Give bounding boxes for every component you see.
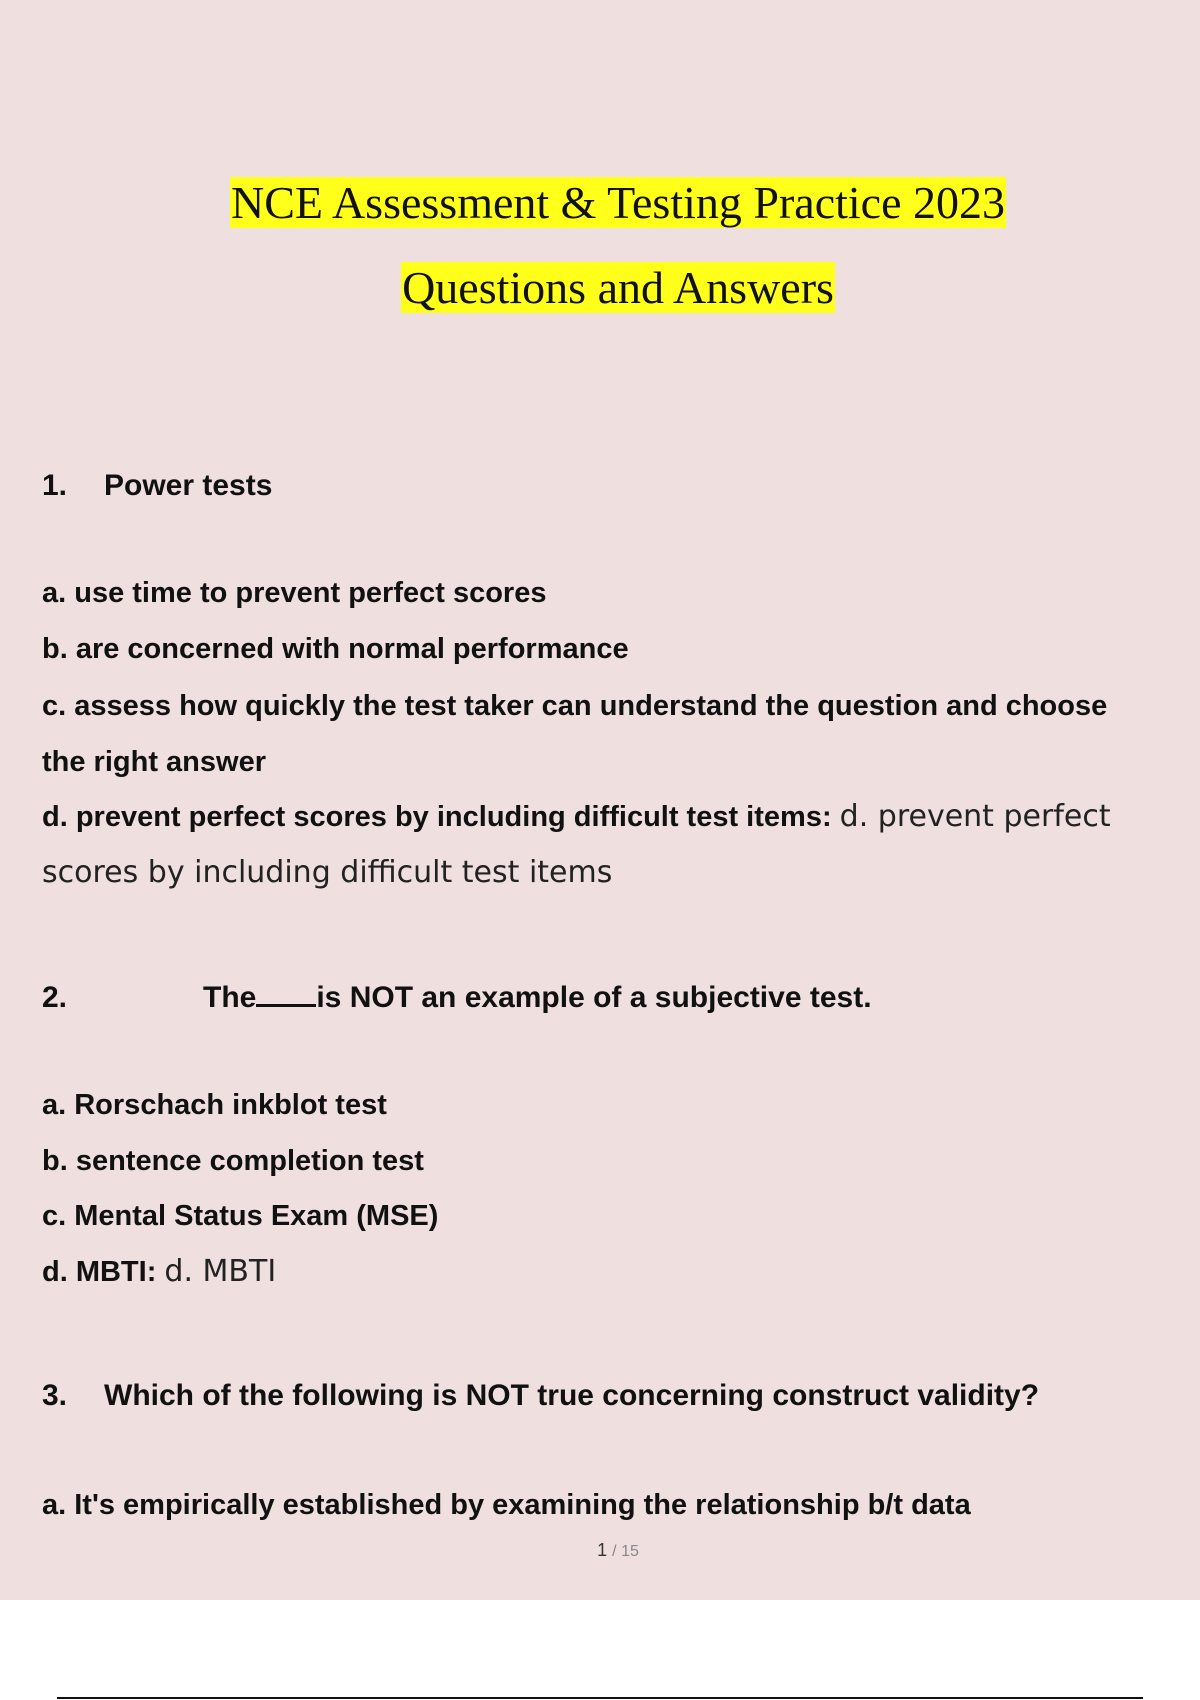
option-2c: c. Mental Status Exam (MSE) — [42, 1200, 439, 1232]
option-2a: a. Rorschach inkblot test — [42, 1089, 387, 1121]
option-1d — [42, 789, 1152, 901]
question-number: 2. — [42, 981, 68, 1014]
fill-in-blank — [256, 976, 316, 1007]
option-2d — [42, 1244, 1152, 1300]
question-text-after: is NOT an example of a subjective test. — [316, 981, 872, 1014]
answer-text: d. prevent perfect scores by including difficult test items — [42, 799, 1111, 890]
document-title-line-1: NCE Assessment & Testing Practice 2023 — [230, 177, 1006, 228]
document-title-line-2: Questions and Answers — [402, 262, 834, 313]
option-1a: a. use time to prevent perfect scores — [42, 577, 547, 609]
footer-divider — [57, 1697, 1143, 1699]
page-indicator — [0, 1540, 1200, 1561]
question-2 — [42, 976, 872, 1018]
question-1 — [42, 466, 272, 506]
option-text: d. MBTI: — [42, 1256, 157, 1288]
option-text: d. prevent perfect scores by including difficult test items: — [42, 801, 832, 833]
option-1b: b. are concerned with normal performance — [42, 633, 629, 665]
total-pages: / 15 — [612, 1543, 639, 1560]
question-number: 3. — [42, 1379, 68, 1412]
option-1c: c. assess how quickly the test taker can understand the question and choose the right answer — [42, 690, 1108, 778]
current-page: 1 — [597, 1540, 608, 1560]
answer-text: d. MBTI — [164, 1254, 277, 1289]
option-3a: a. It's empirically established by examining the relationship b/t data — [42, 1489, 971, 1521]
question-text-before: The — [203, 981, 257, 1014]
question-text: Power tests — [104, 469, 273, 502]
question-text: Which of the following is NOT true concerning construct validity? — [104, 1379, 1040, 1412]
option-2b: b. sentence completion test — [42, 1145, 424, 1177]
question-3 — [42, 1376, 1039, 1416]
question-number: 1. — [42, 469, 68, 502]
